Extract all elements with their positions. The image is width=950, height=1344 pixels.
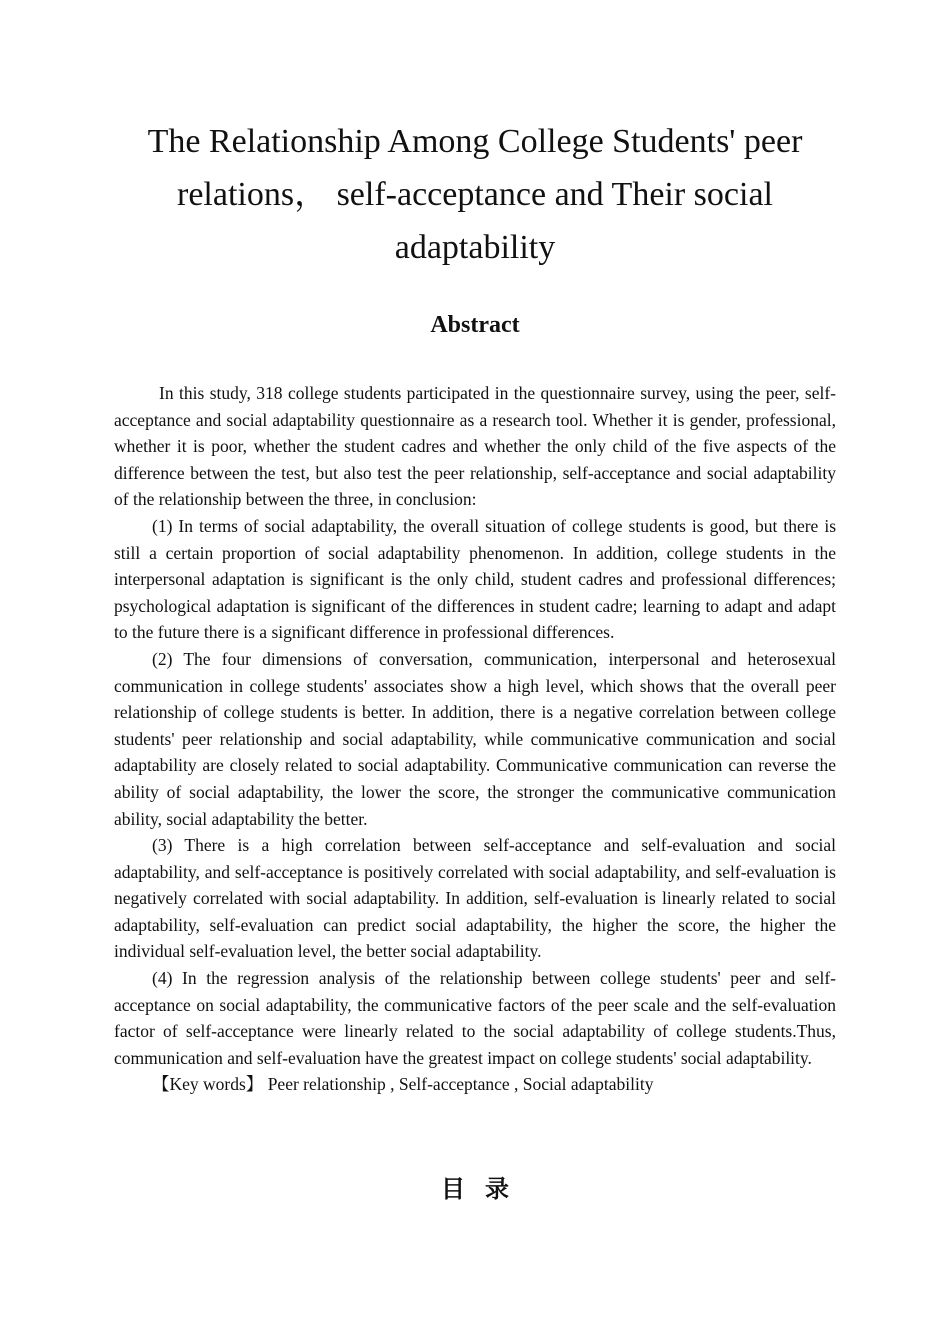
keywords-list: Peer relationship , Self-acceptance , Social adaptability [267,1074,654,1095]
paper-title: The Relationship Among College Students' peer relations， self-acceptance and Their social adaptability [147,123,803,266]
abstract-paragraph-3: (3) There is a high correlation between self-acceptance and self-evaluation and social adaptability, and self-acceptance is positively correlated with social adaptability, and self-evaluation is negatively correlated with social adaptability. In addition, self-evaluation is linearly related to social adaptability, self-evaluation can predict social adaptability, the higher the score, the higher the individual self-evaluation level, the better social adaptability. [114,835,836,962]
keywords-label: 【Key words】 [152,1074,264,1095]
abstract-paragraph-intro: In this study, 318 college students participated in the questionnaire survey, using the peer, self-acceptance and social adaptability questionnaire as a research tool. Whether it is gender, professional, whether it is poor, whether the student cadres and whether the only child of the five aspects of the difference between the test, but also test the peer relationship, self-acceptance and social adaptability of the relationship between the three, in conclusion: [114,383,836,510]
abstract-paragraph-1: (1) In terms of social adaptability, the overall situation of college students is good, but there is still a certain proportion of social adaptability phenomenon. In addition, college students in the interpersonal adaptation is significant is the only child, student cadres and professional differences; psychological adaptation is significant of the differences in student cadre; learning to adapt and adapt to the future there is a significant difference in professional differences. [114,515,836,643]
toc-heading: 目录 [441,1175,529,1203]
abstract-body [114,380,836,1098]
keywords-line [114,1071,836,1098]
abstract-paragraph-2: (2) The four dimensions of conversation, communication, interpersonal and heterosexual communication in college students' associates show a high level, which shows that the overall peer relationship of college students is better. In addition, there is a negative correlation between college students' peer relationship and social adaptability, while communicative communication and social adaptability are closely related to social adaptability. Communicative communication can reverse the ability of social adaptability, the lower the score, the stronger the communicative communication ability, social adaptability the better. [114,648,836,829]
abstract-paragraph-4: (4) In the regression analysis of the relationship between college students' peer and self-acceptance on social adaptability, the communicative factors of the peer scale and the self-evaluation factor of self-acceptance were linearly related to the social adaptability of college students.Thus, communication and self-evaluation have the greatest impact on college students' social adaptability. [114,968,836,1068]
abstract-heading: Abstract [430,312,520,338]
